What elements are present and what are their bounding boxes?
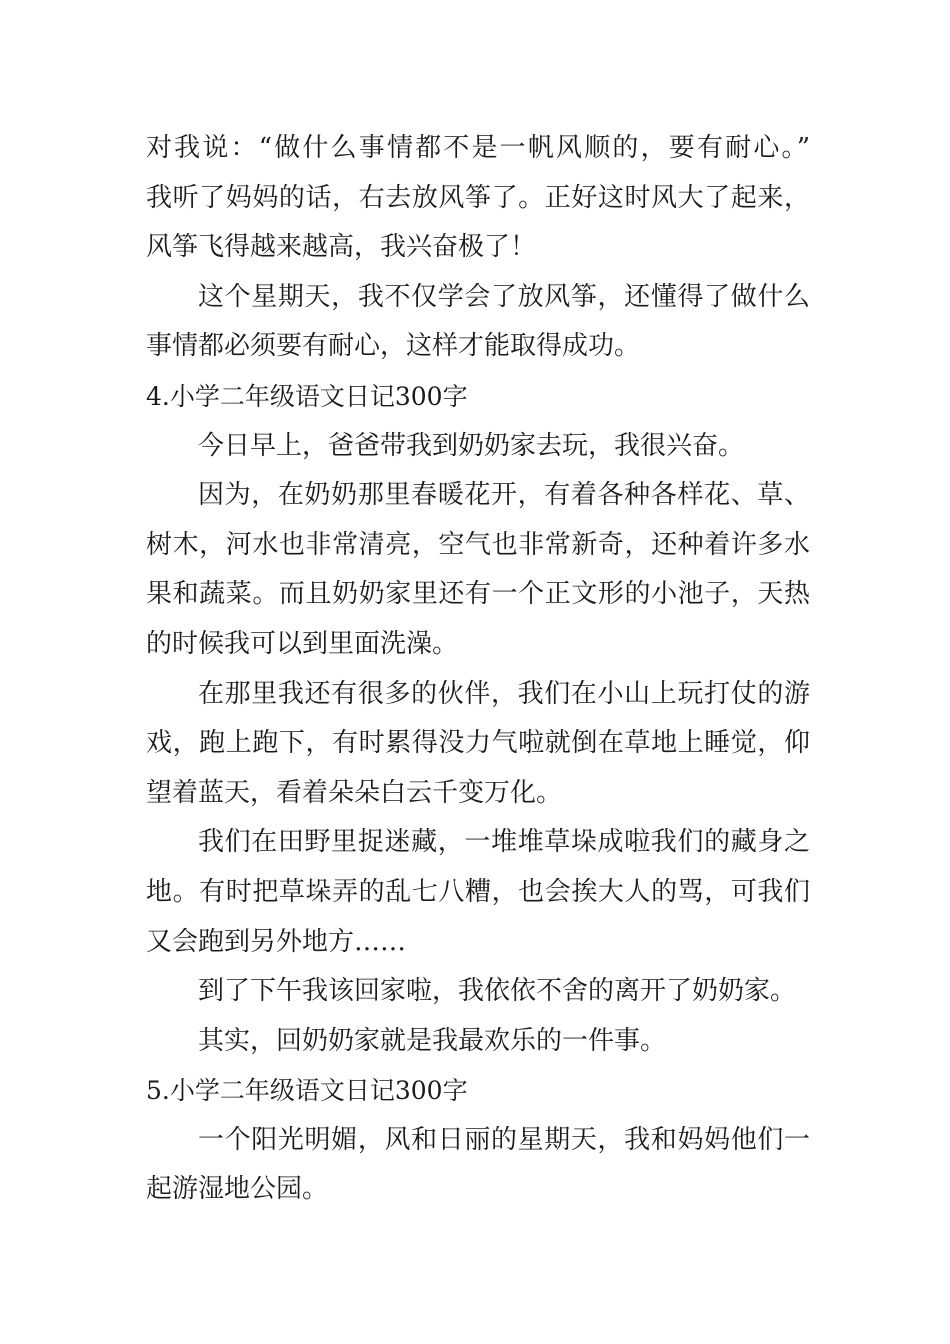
- text-line: 望着蓝天，看着朵朵白云千变万化。: [146, 777, 563, 808]
- text-line: 对我说：“做什么事情都不是一帆风顺的，要有耐心。”: [146, 133, 810, 163]
- text-line: 又会跑到另外地方……: [146, 926, 407, 957]
- paragraph-first-line: 这个星期天，我不仅学会了放风筝，还懂得了做什么: [198, 281, 810, 312]
- text-line: 起游湿地公园。: [146, 1174, 329, 1205]
- paragraph-first-line: 在那里我还有很多的伙伴，我们在小山上玩打仗的游: [198, 678, 810, 709]
- paragraph-first-line: 因为，在奶奶那里春暖花开，有着各种各样花、草、: [198, 480, 810, 511]
- paragraph-first-line: 今日早上，爸爸带我到奶奶家去玩，我很兴奋。: [198, 430, 745, 461]
- section-heading: 4.小学二年级语文日记300字: [146, 381, 468, 411]
- text-line: 戏，跑上跑下，有时累得没力气啦就倒在草地上睡觉，仰: [146, 728, 810, 759]
- text-line: 的时候我可以到里面洗澡。: [146, 628, 459, 659]
- text-line: 果和蔬菜。而且奶奶家里还有一个正文形的小池子，天热: [146, 579, 810, 610]
- paragraph-first-line: 到了下午我该回家啦，我依依不舍的离开了奶奶家。: [198, 976, 797, 1007]
- text-line: 风筝飞得越来越高，我兴奋极了！: [146, 232, 537, 263]
- section-heading: 5.小学二年级语文日记300字: [146, 1076, 468, 1106]
- paragraph-first-line: 一个阳光明媚，风和日丽的星期天，我和妈妈他们一: [198, 1124, 810, 1155]
- text-line: 我听了妈妈的话，右去放风筝了。正好这时风大了起来，: [146, 182, 810, 213]
- text-line: 事情都必须要有耐心，这样才能取得成功。: [146, 331, 641, 362]
- text-line: 地。有时把草垛弄的乱七八糟，也会挨大人的骂，可我们: [146, 876, 810, 907]
- paragraph-first-line: 其实，回奶奶家就是我最欢乐的一件事。: [198, 1025, 667, 1056]
- paragraph-first-line: 我们在田野里捉迷藏，一堆堆草垛成啦我们的藏身之: [198, 827, 810, 858]
- document-body: [146, 124, 810, 1215]
- text-line: 树木，河水也非常清亮，空气也非常新奇，还种着许多水: [146, 529, 810, 560]
